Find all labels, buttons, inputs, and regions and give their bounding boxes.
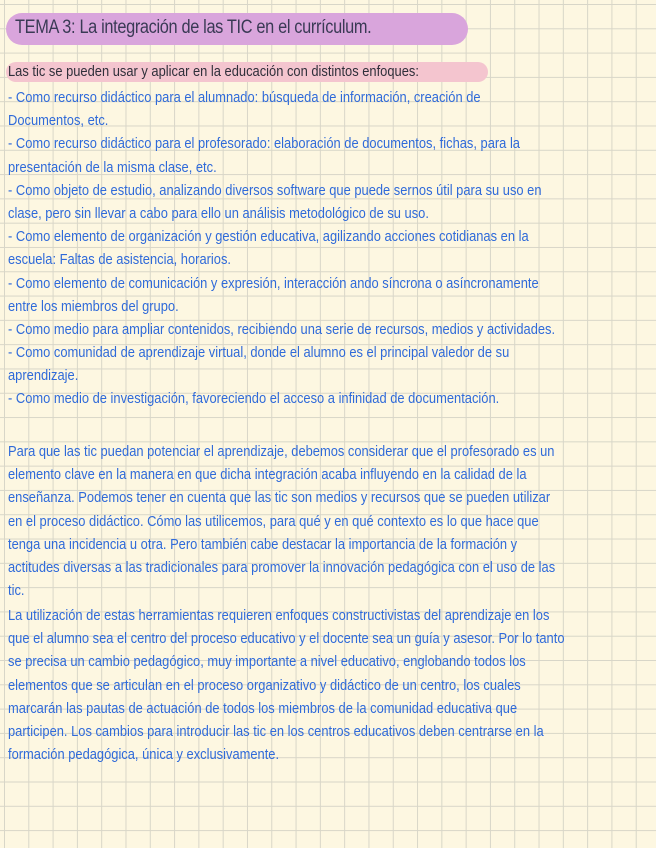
paragraph-line: elementos que se articulan en el proceso organizativo y didáctico de un centro, los cuales bbox=[8, 676, 521, 694]
approaches-list bbox=[8, 86, 636, 411]
paragraph-line: tenga una incidencia u otra. Pero también cabe destacar la importancia de la formación y bbox=[8, 535, 518, 553]
list-line: - Como medio para ampliar contenidos, recibiendo una serie de recursos, medios y actividades. bbox=[8, 320, 556, 338]
list-line: - Como elemento de comunicación y expresión, interacción ando síncrona o asíncronamente bbox=[8, 274, 539, 292]
paragraph-line: elemento clave en la manera en que dicha integración acaba influyendo en la calidad de la bbox=[8, 466, 527, 484]
intro-text: Las tic se pueden usar y aplicar en la educación con distintos enfoques: bbox=[8, 63, 419, 80]
list-line: Documentos, etc. bbox=[8, 112, 109, 130]
paragraph-line: tic. bbox=[8, 582, 25, 600]
paragraph-1 bbox=[8, 440, 636, 602]
list-line: - Como recurso didáctico para el profesorado: elaboración de documentos, fichas, para la bbox=[8, 135, 520, 153]
paragraph-2 bbox=[8, 604, 636, 766]
list-line: presentación de la misma clase, etc. bbox=[8, 158, 217, 176]
page-title: TEMA 3: La integración de las TIC en el currículum. bbox=[15, 17, 372, 38]
paragraph-line: marcarán las pautas de actuación de todos los miembros de la comunidad educativa que bbox=[8, 699, 518, 717]
paragraph-line: participen. Los cambios para introducir las tic en los centros educativos deben centrarse en la bbox=[8, 722, 544, 740]
intro-highlight bbox=[6, 62, 488, 82]
list-line: - Como elemento de organización y gestión educativa, agilizando acciones cotidianas en la bbox=[8, 228, 529, 246]
list-line: - Como objeto de estudio, analizando diversos software que puede sernos útil para su uso en bbox=[8, 181, 542, 199]
paragraph-line: actitudes diversas a las tradicionales para promover la innovación pedagógica con el uso de las bbox=[8, 558, 556, 576]
list-line: entre los miembros del grupo. bbox=[8, 297, 179, 315]
list-line: clase, pero sin llevar a cabo para ello un análisis metodológico de su uso. bbox=[8, 204, 429, 222]
paragraph-line: formación pedagógica, única y exclusivamente. bbox=[8, 746, 280, 764]
list-line: - Como medio de investigación, favoreciendo el acceso a infinidad de documentación. bbox=[8, 390, 500, 408]
paragraph-line: que el alumno sea el centro del proceso educativo y el docente sea un guía y asesor. Por lo tanto bbox=[8, 630, 565, 648]
paragraph-line: Para que las tic puedan potenciar el aprendizaje, debemos considerar que el profesorado es un bbox=[8, 443, 555, 460]
paragraph-line: enseñanza. Podemos tener en cuenta que las tic son medios y recursos que se pueden utilizar bbox=[8, 489, 551, 507]
list-line: escuela: Faltas de asistencia, horarios. bbox=[8, 251, 232, 269]
paragraph-line: La utilización de estas herramientas requieren enfoques constructivistas del aprendizaje en los bbox=[8, 607, 550, 624]
paragraph-line: en el proceso didáctico. Cómo las utilicemos, para qué y en qué contexto es lo que hace que bbox=[8, 512, 539, 530]
title-highlight bbox=[6, 13, 468, 45]
paragraph-line: se precisa un cambio pedagógico, muy importante a nivel educativo, englobando todos los bbox=[8, 653, 526, 671]
list-line: - Como comunidad de aprendizaje virtual, donde el alumno es el principal valedor de su bbox=[8, 344, 510, 362]
list-line: - Como recurso didáctico para el alumnado: búsqueda de información, creación de bbox=[8, 89, 481, 106]
list-line: aprendizaje. bbox=[8, 367, 79, 385]
